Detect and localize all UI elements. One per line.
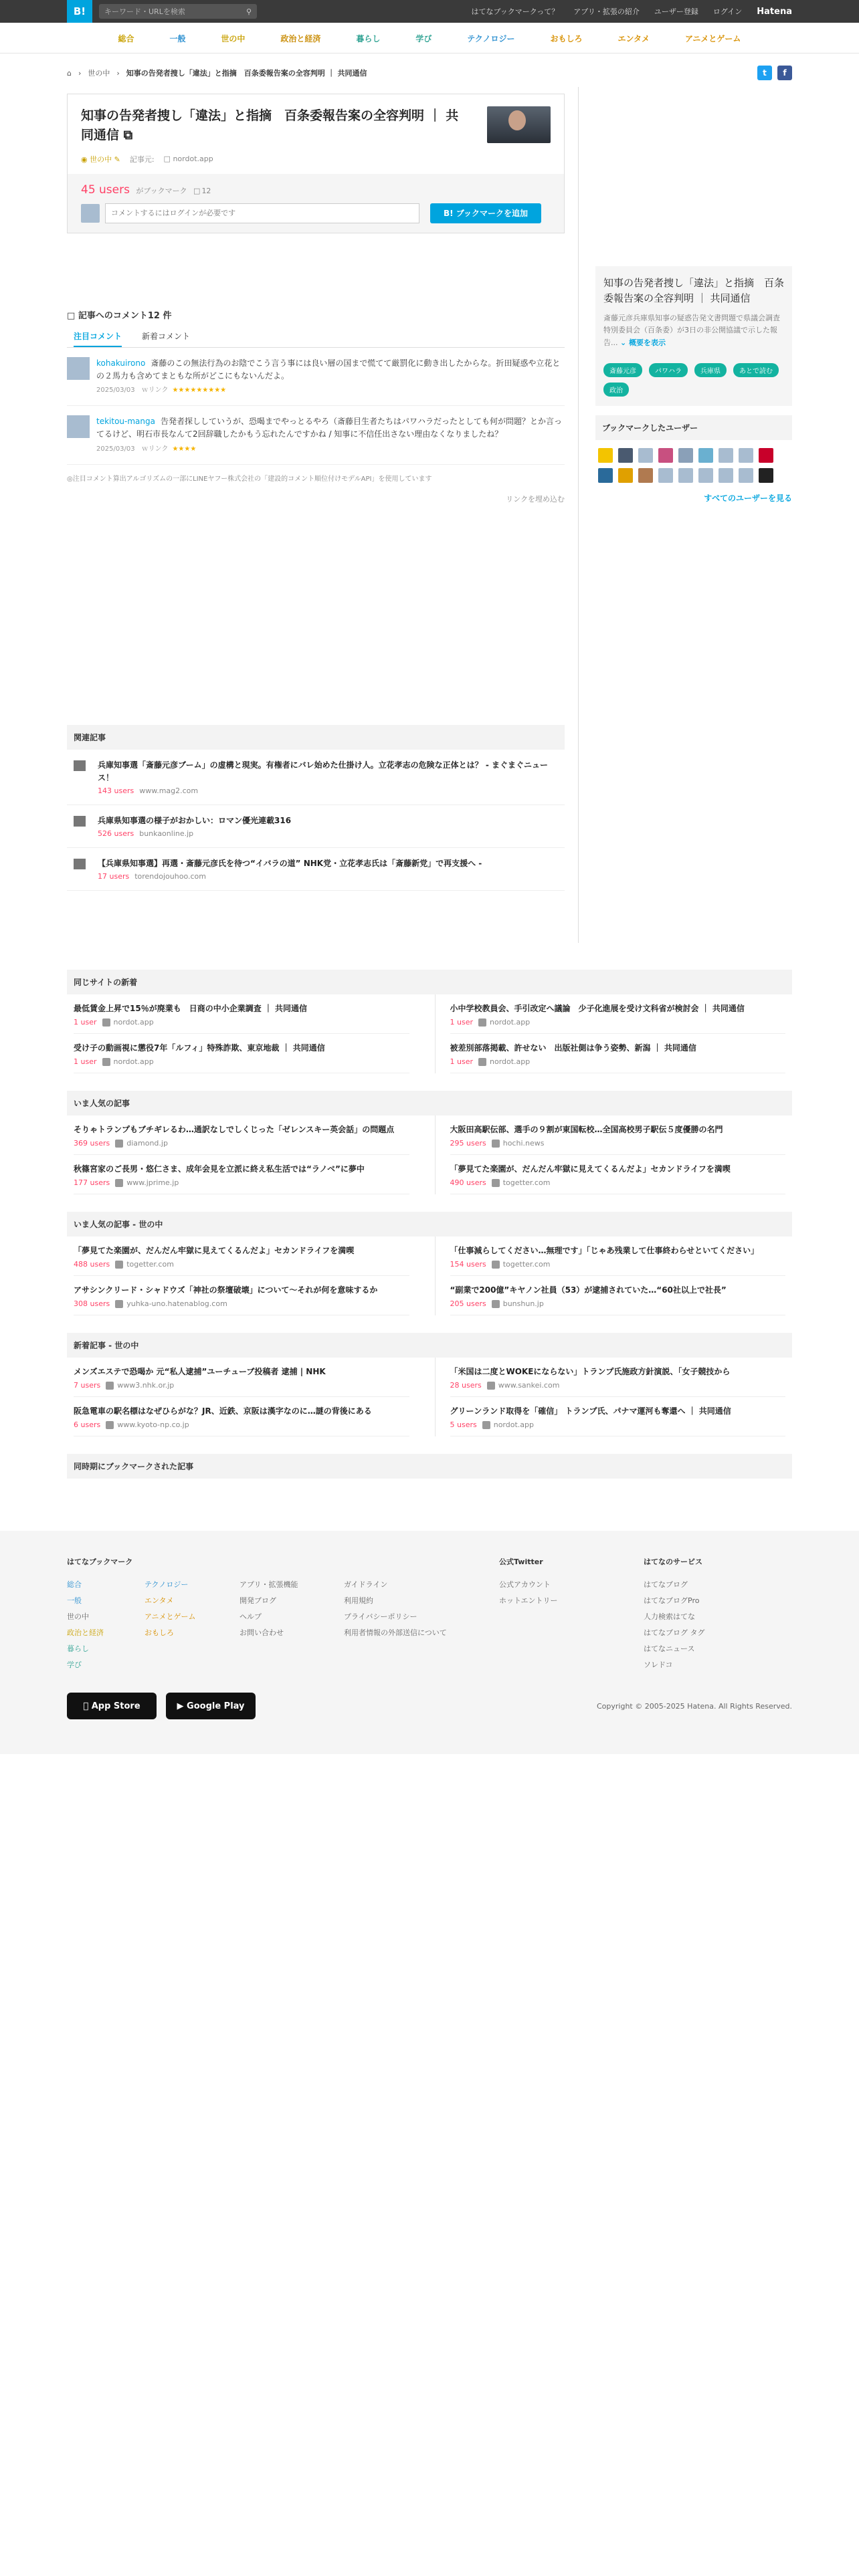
google-play-badge[interactable]: ▶ Google Play	[166, 1693, 256, 1719]
related-meta	[98, 829, 291, 838]
users-count[interactable]: 295 users	[450, 1139, 486, 1148]
footer-link[interactable]: 人力検索はてな	[644, 1612, 695, 1621]
site-favicon-icon	[102, 1058, 110, 1066]
user-avatar[interactable]	[719, 448, 733, 463]
comment-date[interactable]: 2025/03/03	[96, 387, 135, 395]
entry-list-item[interactable]	[450, 1397, 786, 1436]
comment-meta	[96, 385, 565, 396]
entry-title[interactable]: 知事の告発者捜し「違法」と指摘 百条委報告案の全容判明 ｜ 共同通信 ⧉	[81, 108, 459, 143]
site-favicon-icon	[492, 1140, 500, 1148]
footer-link[interactable]: 政治と経済	[67, 1628, 104, 1637]
comments-section	[67, 308, 565, 504]
entry-list-item[interactable]	[74, 1034, 409, 1073]
entry-title[interactable]: グリーンランド取得を「確信」 トランプ氏、パナマ運河も奪還へ ｜ 共同通信	[450, 1406, 731, 1416]
site-favicon-icon	[74, 859, 86, 869]
star-rating[interactable]: ★★★★	[172, 445, 197, 453]
footer-link[interactable]: はてなブログ	[644, 1580, 688, 1589]
entry-list-item[interactable]	[450, 1155, 786, 1194]
user-avatar[interactable]	[739, 468, 753, 483]
footer-link[interactable]: 暮らし	[67, 1644, 89, 1653]
search-input[interactable]	[104, 7, 231, 16]
category-link[interactable]: 総合	[118, 33, 134, 43]
search-icon[interactable]: ⚲	[246, 7, 252, 16]
users-count[interactable]: 205 users	[450, 1299, 486, 1308]
related-title[interactable]: 【兵庫県知事選】再選・斎藤元彦氏を待つ“イバラの道” NHK党・立花孝志氏は「斎藤新党」で再支援へ -	[98, 859, 482, 869]
entry-list-item[interactable]	[450, 1034, 786, 1073]
users-count[interactable]: 1 user	[74, 1018, 97, 1027]
site-favicon-icon	[106, 1421, 114, 1429]
site-name[interactable]: hochi.news	[502, 1139, 545, 1148]
category-link[interactable]: 暮らし	[356, 33, 381, 43]
comment-username[interactable]: kohakuirono	[96, 358, 146, 368]
site-favicon-icon	[115, 1261, 123, 1269]
entry-title[interactable]: 「夢見てた楽園が、だんだん牢獄に見えてくるんだよ」セカンドライフを満喫	[74, 1246, 355, 1255]
tag-chip[interactable]: 政治	[603, 383, 629, 397]
footer-link[interactable]: 一般	[67, 1596, 82, 1605]
site-favicon-icon	[492, 1261, 500, 1269]
users-count[interactable]: 45 users	[81, 183, 130, 197]
site-favicon-icon	[102, 1018, 110, 1027]
user-avatar[interactable]	[658, 448, 673, 463]
twitter-share-icon[interactable]: t	[757, 66, 772, 80]
signup-link[interactable]: ユーザー登録	[654, 7, 698, 16]
user-avatar[interactable]	[759, 468, 773, 483]
entry-meta	[450, 1139, 786, 1148]
entry-meta	[74, 1381, 409, 1390]
category-nav	[0, 23, 859, 53]
footer-link[interactable]: お問い合わせ	[240, 1628, 284, 1637]
copyright: Copyright © 2005-2025 Hatena. All Rights Reserved.	[596, 1701, 792, 1711]
tag-chip[interactable]: 兵庫県	[694, 363, 727, 377]
entry-title[interactable]: 阪急電車の駅名標はなぜひらがな？JR、近鉄、京阪は漢字なのに…謎の背後にある	[74, 1406, 372, 1416]
comment-text: 告発者探ししていうが、恐喝までやっとるやろ（斎藤目生者たちはパワハラだったとしても何が問題？とか言ってるけど、明石市長なんて2回辞職したかもう忘れたんですかね / 知事に不信任出さない理由なくなりましたね？	[96, 417, 562, 439]
apps-link[interactable]: アプリ・拡張の紹介	[573, 7, 640, 16]
chevron-right-icon: ›	[78, 68, 82, 78]
entry-title[interactable]: 受け子の動画視に懲役7年「ルフィ」特殊詐欺、東京地裁 ｜ 共同通信	[74, 1043, 325, 1053]
category-link[interactable]: アニメとゲーム	[684, 33, 741, 43]
user-avatar[interactable]	[598, 468, 613, 483]
global-header	[0, 0, 859, 23]
login-link[interactable]: ログイン	[712, 7, 743, 16]
tab-new-comments[interactable]: 新着コメント	[142, 331, 191, 341]
users-count[interactable]: 488 users	[74, 1260, 110, 1269]
site-favicon-icon	[115, 1179, 123, 1187]
comment-input[interactable]	[105, 203, 419, 223]
entry-title[interactable]: 最低賃金上昇で15％が廃業も 日商の中小企業調査 ｜ 共同通信	[74, 1004, 308, 1013]
user-avatar[interactable]	[618, 448, 633, 463]
comment-link[interactable]: ｗリンク	[141, 387, 169, 395]
site-name[interactable]: nordot.app	[493, 1420, 534, 1429]
entry-meta	[74, 1299, 409, 1308]
summary-description: 斎藤元彦兵庫県知事の疑惑告発文書問題で県議会調査特別委員会（百条委）が3日の非公開協議で示した報告...	[603, 313, 780, 347]
users-count[interactable]: 143 users	[98, 786, 134, 795]
users-count[interactable]: 6 users	[74, 1420, 101, 1429]
footer-link[interactable]: アニメとゲーム	[145, 1612, 196, 1621]
hatena-bookmark-logo[interactable]: B!	[67, 0, 92, 23]
source-link[interactable]: □ nordot.app	[163, 154, 213, 164]
entry-list-item[interactable]	[74, 1358, 409, 1397]
entry-title[interactable]: 「米国は二度とWOKEにならない」トランプ氏施政方針演説、「女子競技から	[450, 1367, 731, 1376]
entry-list-block	[67, 970, 792, 1073]
footer-link[interactable]: 開発ブログ	[240, 1596, 276, 1605]
home-icon[interactable]: ⌂	[67, 68, 72, 78]
entry-meta	[450, 1057, 786, 1066]
entry-list-item[interactable]	[74, 994, 409, 1034]
entry-meta	[450, 1260, 786, 1269]
category-link[interactable]: 政治と経済	[280, 33, 321, 43]
users-count[interactable]: 369 users	[74, 1139, 110, 1148]
entry-title[interactable]: “副業で200億”キヤノン社員（53）が逮捕されていた…“60社以上で社長”	[450, 1285, 727, 1295]
entry-title[interactable]: 小中学校教員会、手引改定へ議論 少子化進展を受け文科省が検討会 ｜ 共同通信	[450, 1004, 745, 1013]
comments-heading: 記事へのコメント12 件	[78, 310, 172, 321]
entry-meta	[74, 1260, 409, 1269]
entry-list-block	[67, 1333, 792, 1436]
user-avatar[interactable]	[759, 448, 773, 463]
entry-meta	[450, 1381, 786, 1390]
comment-count: 12	[201, 186, 211, 195]
site-favicon-icon	[115, 1300, 123, 1308]
site-name[interactable]: www3.nhk.or.jp	[117, 1381, 175, 1390]
page-icon: □	[163, 154, 171, 164]
entry-title[interactable]: 「仕事減らしてください…無理です」「じゃあ残業して仕事終わらせといてください」	[450, 1246, 759, 1255]
summary-title[interactable]: 知事の告発者捜し「違法」と指摘 百条委報告案の全容判明 ｜ 共同通信	[603, 277, 785, 305]
entry-meta	[450, 1299, 786, 1308]
category-link[interactable]: エンタメ	[617, 33, 650, 43]
users-count[interactable]: 308 users	[74, 1299, 110, 1308]
site-favicon-icon	[478, 1018, 486, 1027]
hatena-logo[interactable]: Hatena	[757, 6, 792, 17]
site-favicon-icon	[492, 1300, 500, 1308]
entry-meta	[74, 1057, 409, 1066]
footer-link[interactable]: ホットエントリー	[499, 1596, 558, 1605]
footer-link[interactable]: ガイドライン	[344, 1580, 388, 1589]
site-favicon-icon	[492, 1179, 500, 1187]
site-name[interactable]: www.kyoto-np.co.jp	[117, 1420, 189, 1429]
site-name[interactable]: www.jprime.jp	[126, 1178, 179, 1187]
sidebar	[579, 87, 792, 943]
user-avatar[interactable]	[638, 468, 653, 483]
category-tag[interactable]: ◉ 世の中 ✎	[81, 154, 120, 164]
related-item[interactable]	[67, 805, 565, 848]
block-heading: いま人気の記事 - 世の中	[67, 1212, 792, 1237]
footer-link[interactable]: 公式アカウント	[499, 1580, 551, 1589]
entry-list-item[interactable]	[450, 1358, 786, 1397]
bookmark-users-heading: ブックマークしたユーザー	[595, 415, 792, 440]
users-count[interactable]: 7 users	[74, 1381, 101, 1390]
algorithm-note: ◎注目コメント算出アルゴリズムの一部にLINEヤフー株式会社の「建設的コメント順位付けモデルAPI」を使用しています	[67, 475, 432, 483]
site-name[interactable]: nordot.app	[113, 1018, 154, 1027]
footer-link[interactable]: テクノロジー	[145, 1580, 189, 1589]
entry-title[interactable]: メンズエステで恐喝か 元“私人逮捕”ユーチューブ投稿者 逮捕 | NHK	[74, 1367, 326, 1376]
comment-link[interactable]: ｗリンク	[141, 445, 169, 453]
users-count[interactable]: 177 users	[74, 1178, 110, 1187]
entry-meta	[74, 1018, 409, 1027]
footer-bookmark-heading: はてなブックマーク	[67, 1558, 133, 1566]
breadcrumb-current: 知事の告発者捜し「違法」と指摘 百条委報告案の全容判明 ｜ 共同通信	[126, 69, 367, 78]
entry-box	[67, 94, 565, 233]
entry-meta	[450, 1178, 786, 1187]
entry-summary	[595, 266, 792, 406]
site-name[interactable]: nordot.app	[490, 1018, 531, 1027]
site-favicon-icon	[74, 816, 86, 827]
site-name[interactable]: bunshun.jp	[502, 1299, 544, 1308]
entry-list-item[interactable]	[450, 1115, 786, 1155]
site-favicon-icon	[74, 760, 86, 771]
footer-twitter-heading: 公式Twitter	[499, 1558, 543, 1566]
footer-link[interactable]: プライバシーポリシー	[344, 1612, 417, 1621]
entry-title[interactable]: 大阪田高駅伝部、選手の９割が東国転校…全国高校男子駅伝５度優勝の名門	[450, 1125, 723, 1134]
comment-text: 斎藤のこの無法行為のお陰でこう言う事には良い層の国まで慌てて厳罰化に動き出したからな。折田疑惑や立花との２馬力も含めてまともな所がどこにもないんだよ。	[96, 358, 561, 381]
site-name[interactable]: diamond.jp	[126, 1139, 168, 1148]
site-name[interactable]: yuhka-uno.hatenablog.com	[126, 1299, 227, 1308]
entry-meta	[74, 1139, 409, 1148]
user-avatar[interactable]	[698, 468, 713, 483]
related-item[interactable]	[67, 750, 565, 805]
comment-date[interactable]: 2025/03/03	[96, 445, 135, 453]
entry-list-item[interactable]	[450, 1276, 786, 1315]
users-count[interactable]: 17 users	[98, 872, 130, 881]
footer-link[interactable]: 学び	[67, 1660, 82, 1669]
comment-meta	[96, 444, 565, 455]
site-favicon-icon	[106, 1382, 114, 1390]
footer-link[interactable]: 利用規約	[344, 1596, 373, 1605]
facebook-share-icon[interactable]: f	[777, 66, 792, 80]
footer-link[interactable]: 総合	[67, 1580, 82, 1589]
users-count[interactable]: 1 user	[450, 1018, 473, 1027]
site-name[interactable]: togetter.com	[126, 1260, 174, 1269]
footer-link[interactable]: はてなブログ タグ	[644, 1628, 705, 1637]
site-favicon-icon	[482, 1421, 490, 1429]
users-count[interactable]: 1 user	[74, 1057, 97, 1066]
breadcrumb-section[interactable]: 世の中	[88, 69, 110, 78]
user-avatar[interactable]	[678, 448, 693, 463]
footer	[0, 1531, 859, 1754]
user-avatar[interactable]	[698, 448, 713, 463]
block-heading: 新着記事 - 世の中	[67, 1333, 792, 1358]
users-count[interactable]: 526 users	[98, 829, 134, 839]
footer-link[interactable]: はてなニュース	[644, 1644, 695, 1653]
users-count[interactable]: 28 users	[450, 1381, 482, 1390]
user-avatar[interactable]	[719, 468, 733, 483]
user-avatar[interactable]	[618, 468, 633, 483]
entry-title[interactable]: 被差別部落掲載、許せない 出版社側は争う姿勢、新潟 ｜ 共同通信	[450, 1043, 696, 1053]
star-rating[interactable]: ★★★★★★★★★	[172, 387, 227, 395]
entry-title[interactable]: 「夢見てた楽園が、だんだん牢獄に見えてくるんだよ」セカンドライフを満喫	[450, 1164, 731, 1174]
site-name[interactable]: nordot.app	[113, 1057, 154, 1066]
entry-title[interactable]: アサシンクリード・シャドウズ「神社の祭壇破壊」について〜それが何を意味するか	[74, 1285, 378, 1295]
entry-list-item[interactable]	[74, 1155, 409, 1194]
user-avatar[interactable]	[678, 468, 693, 483]
site-name[interactable]: togetter.com	[502, 1178, 551, 1187]
user-avatar[interactable]	[739, 448, 753, 463]
site-name[interactable]: torendojouhoo.com	[134, 872, 206, 881]
chevron-right-icon: ›	[116, 68, 120, 78]
entry-meta	[74, 1178, 409, 1187]
entry-meta	[74, 1420, 409, 1429]
related-title[interactable]: 兵庫県知事選の様子がおかしい：ロマン優光連載316	[98, 816, 292, 825]
footer-link[interactable]: エンタメ	[145, 1596, 174, 1605]
add-bookmark-button[interactable]: B! ブックマークを追加	[430, 203, 541, 223]
entry-thumbnail[interactable]	[487, 106, 551, 143]
search-box[interactable]	[99, 4, 257, 19]
site-favicon-icon	[487, 1382, 495, 1390]
users-count[interactable]: 490 users	[450, 1178, 486, 1187]
entry-title[interactable]: 秋篠宮家のご長男・悠仁さま、成年会見を立派に終え私生活では“ラノベ”に夢中	[74, 1164, 365, 1174]
show-summary-link[interactable]: ⌄ 概要を表示	[620, 338, 666, 347]
footer-link[interactable]: はてなブログPro	[644, 1596, 700, 1605]
user-avatar[interactable]	[658, 468, 673, 483]
footer-link[interactable]: 世の中	[67, 1612, 89, 1621]
users-count[interactable]: 5 users	[450, 1420, 477, 1429]
entry-list-item[interactable]	[450, 1237, 786, 1276]
comment-username[interactable]: tekitou-manga	[96, 417, 155, 427]
related-title[interactable]: 兵庫知事選「斎藤元彦ブーム」の虚構と現実。有権者にバレ始めた仕掛け人。立花孝志の危険な正体とは？ - まぐまぐニュース！	[98, 760, 548, 782]
users-count[interactable]: 154 users	[450, 1260, 486, 1269]
app-store-badge[interactable]: App Store	[67, 1693, 157, 1719]
entry-list-item[interactable]	[74, 1237, 409, 1276]
category-link[interactable]: テクノロジー	[467, 33, 515, 43]
play-icon: ▶	[177, 1701, 184, 1711]
bookmark-suffix: がブックマーク	[136, 186, 187, 195]
footer-link[interactable]: ヘルプ	[240, 1612, 262, 1621]
comment-item	[67, 348, 565, 406]
same-time-heading: 同時期にブックマークされた記事	[67, 1454, 792, 1479]
site-name[interactable]: bunkaonline.jp	[139, 829, 194, 839]
external-link-icon[interactable]: ⧉	[123, 128, 133, 143]
about-link[interactable]: はてなブックマークって？	[471, 7, 559, 16]
footer-services-heading: はてなのサービス	[644, 1558, 702, 1566]
speech-bubble-icon: □	[67, 310, 76, 321]
entry-list-item[interactable]	[74, 1115, 409, 1155]
breadcrumb	[67, 59, 792, 87]
entry-meta	[450, 1420, 786, 1429]
source-label: 記事元:	[129, 154, 155, 164]
category-link[interactable]: 学び	[415, 33, 432, 43]
entry-list-item[interactable]	[74, 1397, 409, 1436]
site-name[interactable]: nordot.app	[490, 1057, 531, 1066]
category-link[interactable]: 一般	[169, 33, 186, 43]
tab-featured-comments[interactable]: 注目コメント	[74, 330, 122, 347]
related-meta	[98, 872, 482, 881]
footer-link[interactable]: ソレドコ	[644, 1660, 673, 1669]
related-heading: 関連記事	[67, 725, 565, 750]
block-heading: いま人気の記事	[67, 1091, 792, 1115]
user-avatar[interactable]	[598, 448, 613, 463]
user-avatar[interactable]	[638, 448, 653, 463]
entry-list-item[interactable]	[74, 1276, 409, 1315]
related-meta	[98, 786, 558, 795]
related-item[interactable]	[67, 848, 565, 891]
category-link[interactable]: 世の中	[221, 33, 246, 43]
tag-chip[interactable]: 斎藤元彦	[603, 363, 642, 377]
entry-list-block	[67, 1091, 792, 1194]
category-link[interactable]: おもしろ	[550, 33, 583, 43]
comment-icon: □	[193, 186, 201, 195]
avatar	[81, 204, 100, 223]
entry-title[interactable]: そりゃトランプもブチギレるわ…通訳なしでしくじった「ゼレンスキー英会話」の問題点	[74, 1125, 395, 1134]
site-name[interactable]: www.sankei.com	[498, 1381, 560, 1390]
site-favicon-icon	[115, 1140, 123, 1148]
avatar[interactable]	[67, 415, 90, 438]
footer-link[interactable]: おもしろ	[145, 1628, 174, 1637]
entry-meta	[450, 1018, 786, 1027]
block-heading: 同じサイトの新着	[67, 970, 792, 994]
comment-body	[96, 415, 565, 454]
comment-item	[67, 406, 565, 464]
tag-chip[interactable]: あとで読む	[733, 363, 779, 377]
entry-list-block	[67, 1212, 792, 1315]
apple-icon	[83, 1701, 88, 1711]
comment-body	[96, 357, 565, 396]
site-name[interactable]: togetter.com	[502, 1260, 551, 1269]
site-favicon-icon	[478, 1058, 486, 1066]
footer-link[interactable]: 利用者情報の外部送信について	[344, 1628, 447, 1637]
site-name[interactable]: www.mag2.com	[139, 786, 199, 795]
related-section	[67, 725, 565, 891]
tag-chip[interactable]: パワハラ	[649, 363, 688, 377]
main-column	[67, 87, 579, 943]
footer-link[interactable]: アプリ・拡張機能	[240, 1580, 298, 1589]
users-count[interactable]: 1 user	[450, 1057, 473, 1066]
entry-list-item[interactable]	[450, 994, 786, 1034]
avatar[interactable]	[67, 357, 90, 380]
chevron-down-icon: ⌄	[620, 338, 627, 347]
embed-link[interactable]: リンクを埋め込む	[506, 494, 565, 504]
all-users-link[interactable]: すべてのユーザーを見る	[704, 493, 792, 503]
